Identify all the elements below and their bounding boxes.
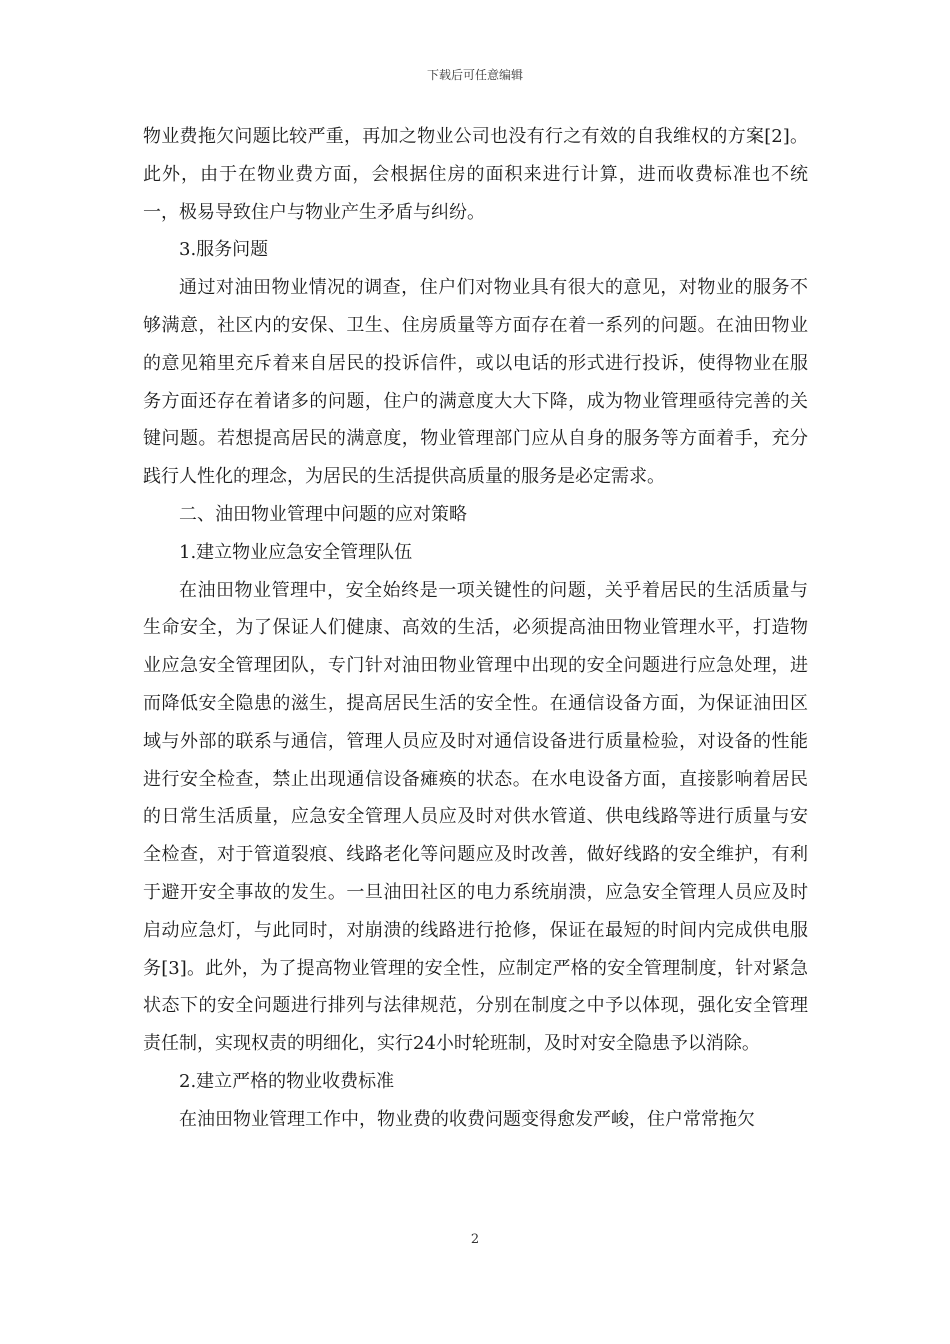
paragraph-emergency-team: 在油田物业管理中，安全始终是一项关键性的问题，关乎着居民的生活质量与生命安全，为了保证人们健康、高效的生活，必须提高油田物业管理水平，打造物业应急安全管理团队，专门针对油田物业管理中出现的安全问题进行应急处理，进而降低安全隐患的滋生，提高居民生活的安全性。在通信设备方面，为保证油田区域与外部的联系与通信，管理人员应及时对通信设备进行质量检验，对设备的性能进行安全检查，禁止出现通信设备瘫痪的状态。在水电设备方面，直接影响着居民的日常生活质量，应急安全管理人员应及时对供水管道、供电线路等进行质量与安全检查，对于管道裂痕、线路老化等问题应及时改善，做好线路的安全维护，有利于避开安全事故的发生。一旦油田社区的电力系统崩溃，应急安全管理人员应及时启动应急灯，与此同时，对崩溃的线路进行抢修，保证在最短的时间内完成供电服务[3]。此外，为了提高物业管理的安全性，应制定严格的安全管理制度，针对紧急状态下的安全问题进行排列与法律规范，分别在制度之中予以体现，强化安全管理责任制，实现权责的明细化，实行24小时轮班制，及时对安全隐患予以消除。 <box>143 579 808 1055</box>
page-header: 下载后可任意编辑 <box>426 68 523 82</box>
paragraph-fee-continuation: 物业费拖欠问题比较严重，再加之物业公司也没有行之有效的自我维权的方案[2]。此外，由于在物业费方面，会根据住房的面积来进行计算，进而收费标准也不统一，极易导致住户与物业产生矛盾与纠纷。 <box>143 126 808 223</box>
document-body <box>143 118 808 1139</box>
page-number: 2 <box>470 1232 480 1247</box>
heading-service-problem: 3.服务问题 <box>179 239 269 261</box>
paragraph-fee-standard: 在油田物业管理工作中，物业费的收费问题变得愈发严峻，住户常常拖欠 <box>179 1108 755 1130</box>
paragraph-service-problem: 通过对油田物业情况的调查，住户们对物业具有很大的意见，对物业的服务不够满意，社区内的安保、卫生、住房质量等方面存在着一系列的问题。在油田物业的意见箱里充斥着来自居民的投诉信件，或以电话的形式进行投诉，使得物业在服务方面还存在着诸多的问题，住户的满意度大大下降，成为物业管理亟待完善的关键问题。若想提高居民的满意度，物业管理部门应从自身的服务等方面着手，充分践行人性化的理念，为居民的生活提供高质量的服务是必定需求。 <box>143 277 808 488</box>
heading-emergency-team: 1.建立物业应急安全管理队伍 <box>179 541 413 563</box>
heading-fee-standard: 2.建立严格的物业收费标准 <box>179 1070 395 1092</box>
heading-countermeasures: 二、油田物业管理中问题的应对策略 <box>179 503 467 525</box>
